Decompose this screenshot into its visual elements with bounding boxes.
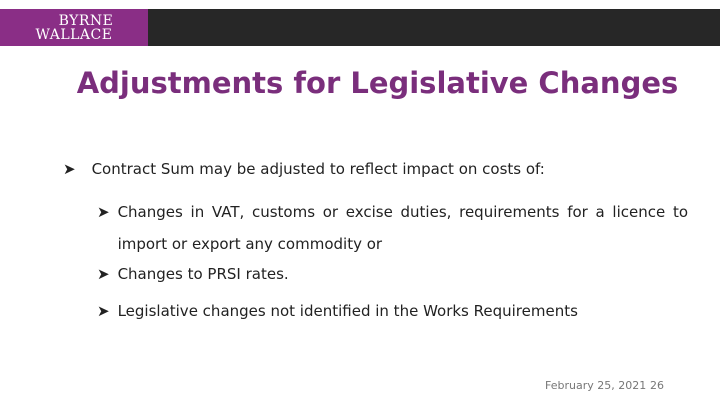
logo-line-1: BYRNE: [58, 12, 114, 29]
company-logo: [0, 9, 148, 46]
sub-bullet-item: [97, 302, 578, 320]
logo-line-2: WALLACE: [35, 26, 113, 43]
bullet-text: Contract Sum may be adjusted to reflect impact on costs of:: [91, 160, 545, 178]
page-number: 26: [650, 379, 664, 392]
bullet-item: [63, 160, 545, 178]
bullet-text: Changes to PRSI rates.: [117, 265, 289, 283]
bullet-text: Legislative changes not identified in the Works Requirements: [117, 302, 578, 320]
arrow-bullet-icon: ➤: [97, 302, 110, 320]
slide-title: Adjustments for Legislative Changes: [76, 66, 679, 100]
arrow-bullet-icon: ➤: [63, 160, 76, 178]
arrow-bullet-icon: ➤: [97, 203, 110, 221]
sub-bullet-item: [97, 265, 289, 283]
footer-date: February 25, 2021: [545, 379, 647, 392]
arrow-bullet-icon: ➤: [97, 265, 110, 283]
bullet-text: Changes in VAT, customs or excise duties, requirements for a licence to import or export any commodity or: [117, 203, 688, 253]
sub-bullet-item: [97, 196, 688, 260]
